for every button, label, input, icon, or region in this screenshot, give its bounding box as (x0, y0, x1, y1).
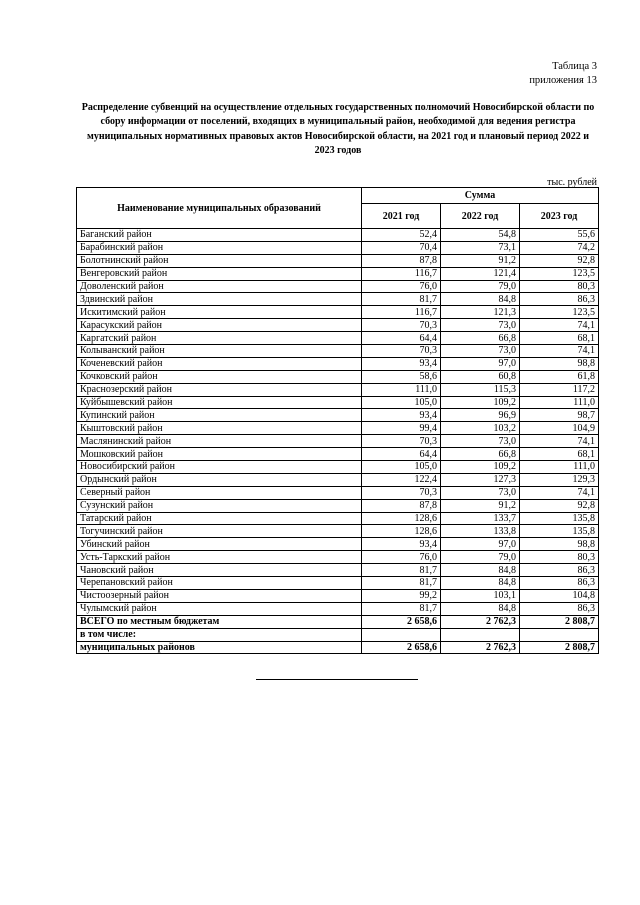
amount-2022: 73,0 (441, 435, 520, 448)
amount-2022: 84,8 (441, 564, 520, 577)
amount-2022 (441, 628, 520, 641)
municipality-name: Кыштовский район (77, 422, 362, 435)
amount-2021: 76,0 (362, 551, 441, 564)
table-row (77, 293, 599, 306)
table-row (77, 641, 599, 654)
column-header-name: Наименование муниципальных образований (77, 188, 362, 229)
amount-2023: 68,1 (520, 448, 599, 461)
amount-2023: 129,3 (520, 473, 599, 486)
amount-2021: 93,4 (362, 357, 441, 370)
table-row (77, 409, 599, 422)
amount-2022: 84,8 (441, 602, 520, 615)
amount-2023: 2 808,7 (520, 615, 599, 628)
appendix-label: приложения 13 (529, 75, 597, 86)
table-row (77, 267, 599, 280)
amount-2023: 2 808,7 (520, 641, 599, 654)
amount-2022: 73,0 (441, 345, 520, 358)
table-row (77, 254, 599, 267)
amount-2021: 87,8 (362, 254, 441, 267)
amount-2022: 103,1 (441, 589, 520, 602)
table-row (77, 589, 599, 602)
amount-2021: 93,4 (362, 538, 441, 551)
amount-2023: 98,8 (520, 357, 599, 370)
amount-2021: 70,3 (362, 486, 441, 499)
amount-2023: 74,1 (520, 345, 599, 358)
amount-2021: 93,4 (362, 409, 441, 422)
amount-2021: 64,4 (362, 332, 441, 345)
amount-2023: 80,3 (520, 551, 599, 564)
table-row (77, 332, 599, 345)
amount-2021: 81,7 (362, 564, 441, 577)
amount-2023: 74,1 (520, 486, 599, 499)
amount-2021: 70,3 (362, 345, 441, 358)
amount-2023 (520, 628, 599, 641)
table-reference (529, 60, 597, 88)
table-row (77, 628, 599, 641)
amount-2021: 116,7 (362, 306, 441, 319)
municipality-name: Сузунский район (77, 499, 362, 512)
amount-2021: 70,4 (362, 241, 441, 254)
table-row (77, 280, 599, 293)
amount-2021: 70,3 (362, 319, 441, 332)
municipality-name: Мошковский район (77, 448, 362, 461)
table-row (77, 473, 599, 486)
column-header-2023: 2023 год (520, 204, 599, 229)
amount-2021: 128,6 (362, 512, 441, 525)
amount-2022: 103,2 (441, 422, 520, 435)
municipality-name: Доволенский район (77, 280, 362, 293)
separator-line (256, 679, 418, 680)
municipality-name: Карасукский район (77, 319, 362, 332)
table-row (77, 564, 599, 577)
amount-2022: 127,3 (441, 473, 520, 486)
amount-2021: 105,0 (362, 396, 441, 409)
amount-2022: 109,2 (441, 461, 520, 474)
amount-2021: 81,7 (362, 293, 441, 306)
amount-2021: 99,4 (362, 422, 441, 435)
municipality-name: Новосибирский район (77, 461, 362, 474)
amount-2023: 80,3 (520, 280, 599, 293)
amount-2023: 135,8 (520, 512, 599, 525)
amount-2022: 60,8 (441, 370, 520, 383)
table-row (77, 538, 599, 551)
amount-2022: 79,0 (441, 551, 520, 564)
municipality-name: муниципальных районов (77, 641, 362, 654)
table-row (77, 383, 599, 396)
municipality-name: Убинский район (77, 538, 362, 551)
amount-2021: 116,7 (362, 267, 441, 280)
amount-2023: 98,8 (520, 538, 599, 551)
amount-2023: 74,1 (520, 435, 599, 448)
municipality-name: Венгеровский район (77, 267, 362, 280)
municipality-name: Краснозерский район (77, 383, 362, 396)
municipality-name: Ордынский район (77, 473, 362, 486)
column-header-sum: Сумма (362, 188, 599, 204)
amount-2023: 68,1 (520, 332, 599, 345)
subvention-table (76, 187, 599, 654)
amount-2021: 87,8 (362, 499, 441, 512)
amount-2021: 105,0 (362, 461, 441, 474)
municipality-name: ВСЕГО по местным бюджетам (77, 615, 362, 628)
amount-2023: 74,1 (520, 319, 599, 332)
table-row (77, 551, 599, 564)
municipality-name: Куйбышевский район (77, 396, 362, 409)
municipality-name: Чистоозерный район (77, 589, 362, 602)
municipality-name: в том числе: (77, 628, 362, 641)
amount-2022: 97,0 (441, 357, 520, 370)
table-row (77, 602, 599, 615)
amount-2022: 2 762,3 (441, 641, 520, 654)
municipality-name: Кочковский район (77, 370, 362, 383)
table-row (77, 241, 599, 254)
amount-2023: 98,7 (520, 409, 599, 422)
amount-2023: 61,8 (520, 370, 599, 383)
amount-2023: 92,8 (520, 499, 599, 512)
amount-2021: 76,0 (362, 280, 441, 293)
table-row (77, 357, 599, 370)
amount-2023: 55,6 (520, 229, 599, 242)
table-row (77, 512, 599, 525)
amount-2021: 64,4 (362, 448, 441, 461)
amount-2023: 74,2 (520, 241, 599, 254)
municipality-name: Маслянинский район (77, 435, 362, 448)
municipality-name: Баганский район (77, 229, 362, 242)
amount-2023: 104,8 (520, 589, 599, 602)
amount-2022: 96,9 (441, 409, 520, 422)
column-header-2022: 2022 год (441, 204, 520, 229)
amount-2021: 2 658,6 (362, 615, 441, 628)
municipality-name: Северный район (77, 486, 362, 499)
municipality-name: Болотнинский район (77, 254, 362, 267)
table-row (77, 370, 599, 383)
amount-2022: 121,4 (441, 267, 520, 280)
amount-2021: 70,3 (362, 435, 441, 448)
amount-2023: 123,5 (520, 267, 599, 280)
municipality-name: Искитимский район (77, 306, 362, 319)
amount-2023: 111,0 (520, 396, 599, 409)
document-title: Распределение субвенций на осуществление отдельных государственных полномочий Новосибирской области по сбору информации от поселений, входящих в муниципальный район, необходимой для ведения регистра муниципальных нормативных правовых актов Новосибирской области, на 2021 год и плановый период 2022 и 2023 годов (81, 102, 595, 157)
amount-2022: 54,8 (441, 229, 520, 242)
amount-2021: 128,6 (362, 525, 441, 538)
table-row (77, 435, 599, 448)
table-number-label: Таблица 3 (552, 61, 597, 72)
table-body (77, 229, 599, 654)
amount-2022: 66,8 (441, 332, 520, 345)
amount-2023: 86,3 (520, 602, 599, 615)
table-row (77, 396, 599, 409)
amount-2022: 84,8 (441, 577, 520, 590)
amount-2023: 135,8 (520, 525, 599, 538)
table-row (77, 615, 599, 628)
table-row (77, 306, 599, 319)
municipality-name: Каргатский район (77, 332, 362, 345)
table-row (77, 345, 599, 358)
amount-2022: 115,3 (441, 383, 520, 396)
table-row (77, 577, 599, 590)
amount-2022: 109,2 (441, 396, 520, 409)
amount-2023: 117,2 (520, 383, 599, 396)
amount-2021: 81,7 (362, 602, 441, 615)
column-header-2021: 2021 год (362, 204, 441, 229)
municipality-name: Чановский район (77, 564, 362, 577)
municipality-name: Здвинский район (77, 293, 362, 306)
amount-2022: 91,2 (441, 254, 520, 267)
amount-2021: 122,4 (362, 473, 441, 486)
amount-2021: 81,7 (362, 577, 441, 590)
table-row (77, 448, 599, 461)
units-label: тыс. рублей (547, 177, 597, 188)
amount-2023: 111,0 (520, 461, 599, 474)
amount-2021 (362, 628, 441, 641)
municipality-name: Колыванский район (77, 345, 362, 358)
amount-2023: 92,8 (520, 254, 599, 267)
municipality-name: Татарский район (77, 512, 362, 525)
amount-2022: 97,0 (441, 538, 520, 551)
municipality-name: Усть-Таркский район (77, 551, 362, 564)
table-row (77, 499, 599, 512)
amount-2022: 2 762,3 (441, 615, 520, 628)
amount-2021: 2 658,6 (362, 641, 441, 654)
amount-2022: 133,7 (441, 512, 520, 525)
amount-2022: 79,0 (441, 280, 520, 293)
amount-2022: 73,0 (441, 486, 520, 499)
amount-2022: 121,3 (441, 306, 520, 319)
municipality-name: Барабинский район (77, 241, 362, 254)
amount-2023: 86,3 (520, 577, 599, 590)
amount-2022: 91,2 (441, 499, 520, 512)
amount-2023: 123,5 (520, 306, 599, 319)
amount-2021: 58,6 (362, 370, 441, 383)
municipality-name: Купинский район (77, 409, 362, 422)
table-row (77, 486, 599, 499)
amount-2022: 133,8 (441, 525, 520, 538)
amount-2023: 86,3 (520, 564, 599, 577)
table-row (77, 525, 599, 538)
amount-2023: 104,9 (520, 422, 599, 435)
amount-2021: 52,4 (362, 229, 441, 242)
municipality-name: Черепановский район (77, 577, 362, 590)
table-row (77, 319, 599, 332)
amount-2023: 86,3 (520, 293, 599, 306)
municipality-name: Чулымский район (77, 602, 362, 615)
amount-2022: 73,1 (441, 241, 520, 254)
amount-2022: 66,8 (441, 448, 520, 461)
amount-2021: 99,2 (362, 589, 441, 602)
table-row (77, 422, 599, 435)
amount-2022: 84,8 (441, 293, 520, 306)
municipality-name: Тогучинский район (77, 525, 362, 538)
table-row (77, 461, 599, 474)
municipality-name: Коченевский район (77, 357, 362, 370)
table-row (77, 229, 599, 242)
amount-2022: 73,0 (441, 319, 520, 332)
amount-2021: 111,0 (362, 383, 441, 396)
